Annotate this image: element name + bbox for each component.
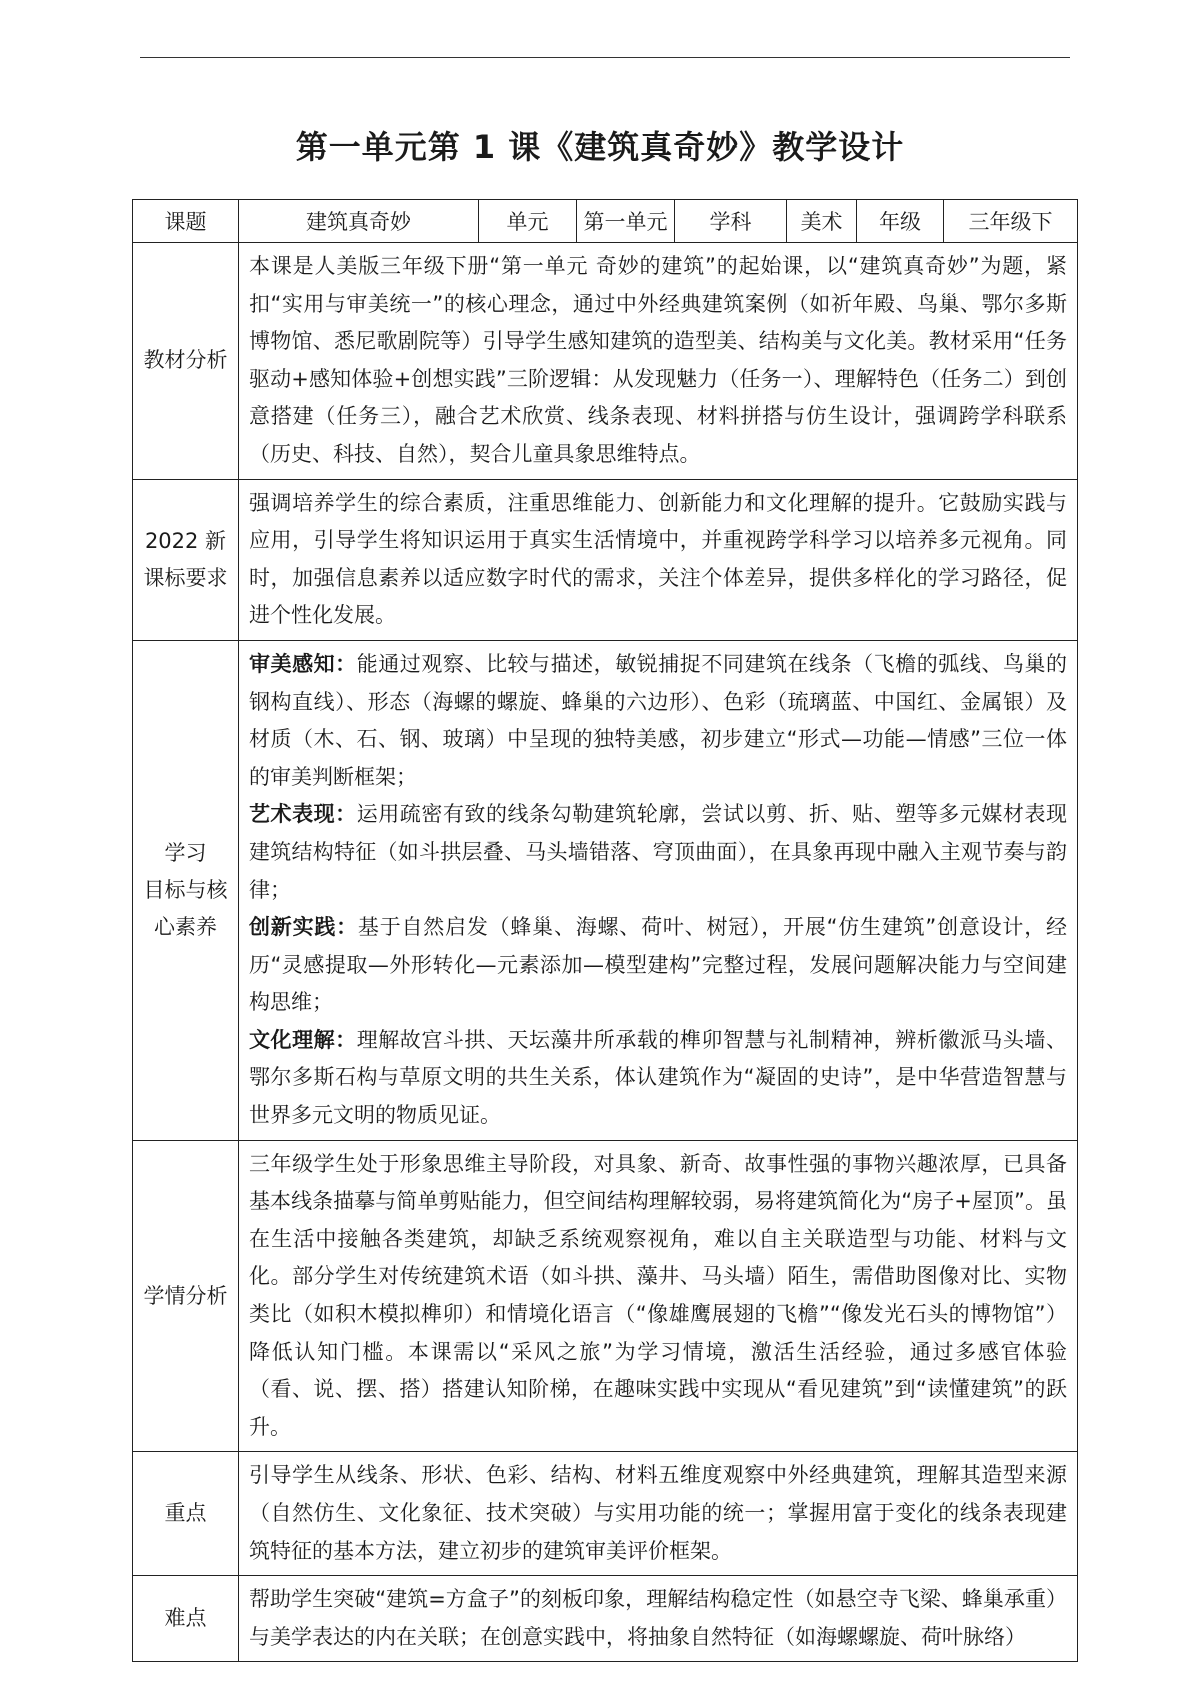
subject-value: 美术 <box>787 200 857 243</box>
goal-aesthetic-key: 审美感知： <box>249 651 357 676</box>
header-rule <box>140 57 1070 58</box>
key-point-text: 引导学生从线条、形状、色彩、结构、材料五维度观察中外经典建筑，理解其造型来源（自然仿生、文化象征、技术突破）与实用功能的统一；掌握用富于变化的线条表现建筑特征的基本方法，建立初步的建筑审美评价框架。 <box>239 1452 1078 1576</box>
textbook-analysis-label: 教材分析 <box>133 243 239 480</box>
goal-culture-text: 理解故宫斗拱、天坛藻井所承载的榫卯智慧与礼制精神，辨析徽派马头墙、鄂尔多斯石构与草原文明的共生关系，体认建筑作为“凝固的史诗”，是中华营造智慧与世界多元文明的物质见证。 <box>249 1027 1067 1128</box>
grade-label: 年级 <box>857 200 944 243</box>
learning-goals-label-line1: 学习 <box>164 840 207 865</box>
lesson-plan-table <box>132 199 1078 1662</box>
goal-culture-key: 文化理解： <box>249 1027 357 1052</box>
curriculum-standard-label-line2: 课标要求 <box>143 565 228 590</box>
learner-analysis-row <box>133 1140 1078 1452</box>
document-title: 第一单元第 1 课《建筑真奇妙》教学设计 <box>295 128 905 166</box>
learning-goals-row <box>133 640 1078 1140</box>
learning-goals-label <box>133 640 239 1140</box>
goal-innovation <box>249 909 1067 1022</box>
curriculum-standard-text: 强调培养学生的综合素质，注重思维能力、创新能力和文化理解的提升。它鼓励实践与应用，引导学生将知识运用于真实生活情境中，并重视跨学科学习以培养多元视角。同时，加强信息素养以适应数字时代的需求，关注个体差异，提供多样化的学习路径，促进个性化发展。 <box>239 479 1078 640</box>
curriculum-standard-label <box>133 479 239 640</box>
learning-goals-content <box>239 640 1078 1140</box>
goal-innovation-key: 创新实践： <box>249 915 358 940</box>
learner-analysis-label: 学情分析 <box>133 1140 239 1452</box>
unit-label: 单元 <box>479 200 577 243</box>
learning-goals-label-line2: 目标与核 <box>143 877 228 902</box>
difficulty-text: 帮助学生突破“建筑=方盒子”的刻板印象，理解结构稳定性（如悬空寺飞梁、蜂巢承重）与美学表达的内在关联；在创意实践中，将抽象自然特征（如海螺螺旋、荷叶脉络） <box>239 1576 1078 1662</box>
key-point-row <box>133 1452 1078 1576</box>
unit-value: 第一单元 <box>577 200 675 243</box>
learner-analysis-text: 三年级学生处于形象思维主导阶段，对具象、新奇、故事性强的事物兴趣浓厚，已具备基本线条描摹与简单剪贴能力，但空间结构理解较弱，易将建筑简化为“房子+屋顶”。虽在生活中接触各类建筑，却缺乏系统观察视角，难以自主关联造型与功能、材料与文化。部分学生对传统建筑术语（如斗拱、藻井、马头墙）陌生，需借助图像对比、实物类比（如积木模拟榫卯）和情境化语言（“像雄鹰展翅的飞檐”“像发光石头的博物馆”）降低认知门槛。本课需以“采风之旅”为学习情境，激活生活经验，通过多感官体验（看、说、摆、搭）搭建认知阶梯，在趣味实践中实现从“看见建筑”到“读懂建筑”的跃升。 <box>239 1140 1078 1452</box>
goal-expression-text: 运用疏密有致的线条勾勒建筑轮廓，尝试以剪、折、贴、塑等多元媒材表现建筑结构特征（如斗拱层叠、马头墙错落、穹顶曲面），在具象再现中融入主观节奏与韵律； <box>249 802 1067 902</box>
lesson-value: 建筑真奇妙 <box>239 200 479 243</box>
goal-expression-key: 艺术表现： <box>249 802 357 827</box>
goal-aesthetic <box>249 646 1067 796</box>
textbook-analysis-row <box>133 243 1078 480</box>
goal-expression <box>249 796 1067 909</box>
learning-goals-label-line3: 心素养 <box>154 914 217 939</box>
curriculum-standard-label-line1: 2022 新 <box>144 528 227 553</box>
difficulty-row <box>133 1576 1078 1662</box>
subject-label: 学科 <box>675 200 787 243</box>
goal-culture <box>249 1022 1067 1135</box>
difficulty-label: 难点 <box>133 1576 239 1662</box>
curriculum-standard-row <box>133 479 1078 640</box>
grade-value: 三年级下 <box>944 200 1078 243</box>
lesson-label: 课题 <box>133 200 239 243</box>
header-row <box>133 200 1078 243</box>
key-point-label: 重点 <box>133 1452 239 1576</box>
textbook-analysis-text: 本课是人美版三年级下册“第一单元 奇妙的建筑”的起始课，以“建筑真奇妙”为题，紧扣“实用与审美统一”的核心理念，通过中外经典建筑案例（如祈年殿、鸟巢、鄂尔多斯博物馆、悉尼歌剧院等）引导学生感知建筑的造型美、结构美与文化美。教材采用“任务驱动+感知体验+创想实践”三阶逻辑：从发现魅力（任务一）、理解特色（任务二）到创意搭建（任务三），融合艺术欣赏、线条表现、材料拼搭与仿生设计，强调跨学科联系（历史、科技、自然），契合儿童具象思维特点。 <box>239 243 1078 480</box>
goal-aesthetic-text: 能通过观察、比较与描述，敏锐捕捉不同建筑在线条（飞檐的弧线、鸟巢的钢构直线）、形态（海螺的螺旋、蜂巢的六边形）、色彩（琉璃蓝、中国红、金属银）及材质（木、石、钢、玻璃）中呈现的独特美感，初步建立“形式—功能—情感”三位一体的审美判断框架； <box>249 651 1067 789</box>
goal-innovation-text: 基于自然启发（蜂巢、海螺、荷叶、树冠），开展“仿生建筑”创意设计，经历“灵感提取—外形转化—元素添加—模型建构”完整过程，发展问题解决能力与空间建构思维； <box>249 915 1067 1015</box>
